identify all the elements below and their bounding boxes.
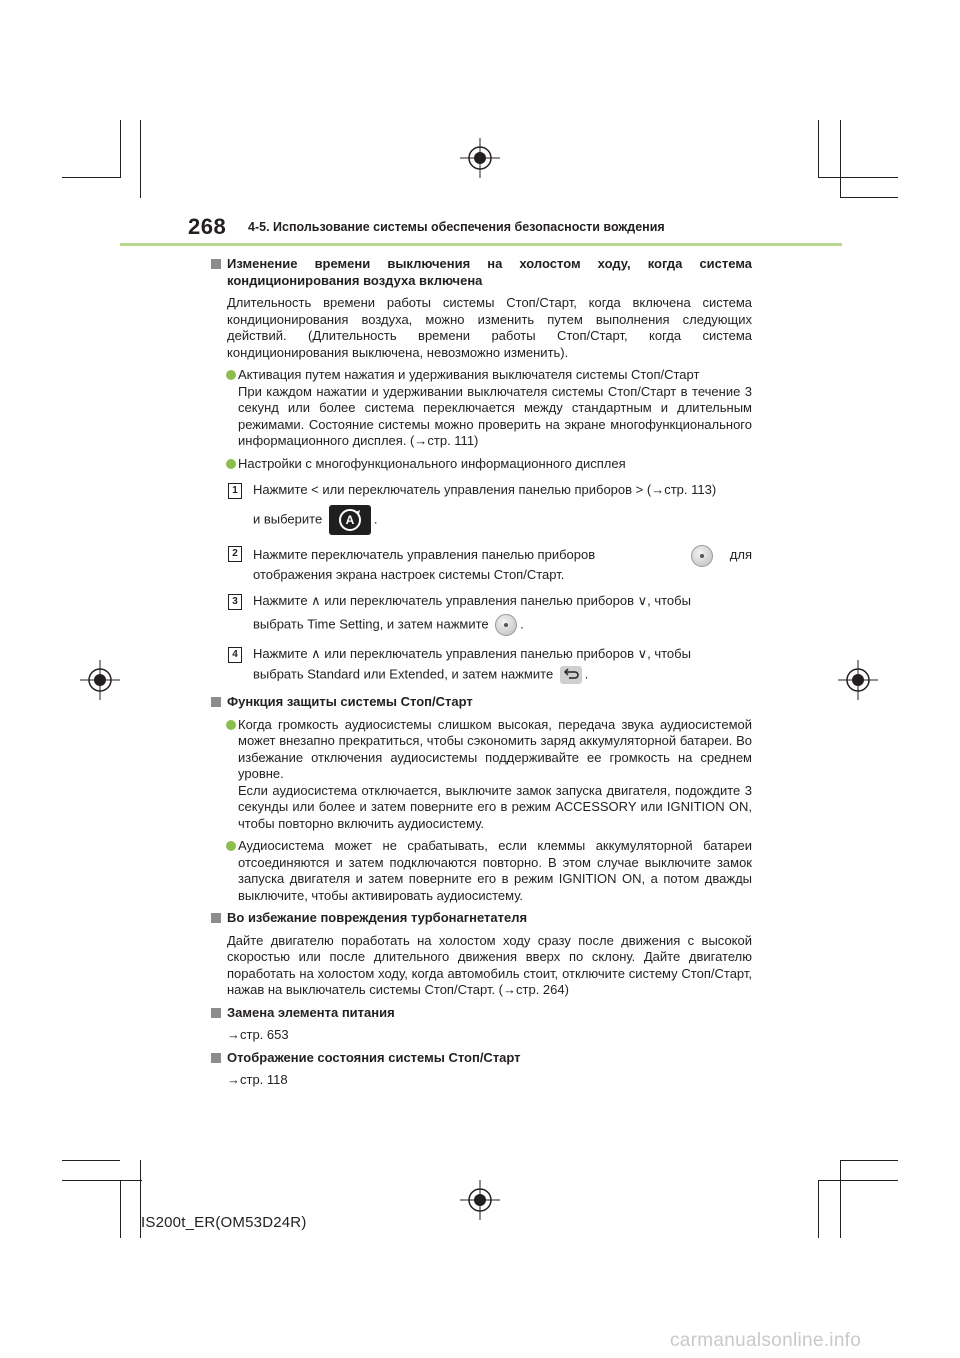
step-3-end: . xyxy=(520,615,524,631)
registration-mark-icon xyxy=(460,138,500,178)
bullet-activation-title: Активация путем нажатия и удерживания выключателя системы Стоп/Старт xyxy=(238,367,700,382)
bullet-display-settings xyxy=(210,456,752,473)
bullet-volume-text-a: Когда громкость аудиосистемы слишком высокая, передача звука аудиосистемой может внезапно прекратиться, чтобы сэкономить заряд аккумуляторной батареи. Во избежание отключения аудиосистемы поддерживайте ее громкость на среднем уровне. xyxy=(238,716,752,781)
heading-battery: Замена элемента питания xyxy=(210,1005,752,1022)
turbo-paragraph: Дайте двигателю поработать на холостом ходу сразу после движения с высокой скоростью или после длительного движения вверх по склону. Дайте двигателю поработать на холостом ходу, когда автомобиль стоит, отключите систему Стоп/Старт, нажав на выключатель системы Стоп/Старт. (→стр. 264) xyxy=(227,932,752,997)
watermark: carmanualsonline.info xyxy=(670,1330,862,1351)
bullet-activation-text: При каждом нажатии и удерживании выключателя системы Стоп/Старт в течение 3 секунд или более система переключается между стандартным и длительным режимами. Состояние системы можно проверить на экране многофункционального информационного дисплея. (→стр. 111) xyxy=(238,383,752,448)
registration-mark-icon xyxy=(460,1180,500,1220)
header-divider xyxy=(120,243,842,246)
step-number: 1 xyxy=(228,483,242,499)
steps-list xyxy=(228,482,752,684)
dial-switch-icon xyxy=(691,545,713,567)
step-2-line1: Нажмите переключатель управления панелью приборов xyxy=(253,547,596,563)
page-content xyxy=(210,256,752,1095)
bullet-display-settings-title: Настройки с многофункционального информационного дисплея xyxy=(238,455,626,471)
step-1-line2: и выберите xyxy=(253,510,323,526)
dial-switch-icon xyxy=(495,614,517,636)
bullet-volume-text-b: Если аудиосистема отключается, выключите замок запуска двигателя, подождите 3 секунды или более и затем поверните его в режим ACCESSORY или IGNITION ON, чтобы повторно включить аудиосистему. xyxy=(238,782,752,831)
step-3-line2: выбрать Time Setting, и затем нажмите xyxy=(253,615,489,631)
registration-mark-icon xyxy=(80,660,120,700)
step-1-end: . xyxy=(373,510,378,526)
step-2-line2: отображения экрана настроек системы Стоп/Старт. xyxy=(253,566,565,582)
step-4-end: . xyxy=(584,666,589,682)
step-2 xyxy=(228,545,752,584)
heading-idle-time: Изменение времени выключения на холостом ходу, когда система кондиционирования воздуха включена xyxy=(210,256,752,289)
step-number: 4 xyxy=(228,647,242,663)
back-icon xyxy=(560,666,582,684)
step-2-line1-end: для xyxy=(729,547,752,563)
step-number: 2 xyxy=(228,546,242,562)
bullet-volume xyxy=(210,717,752,833)
step-4-line2: выбрать Standard или Extended, и затем нажмите xyxy=(253,666,554,682)
idle-time-paragraph: Длительность времени работы системы Стоп/Старт, когда включена система кондиционирования воздуха, можно изменить путем выполнения следующих действий. (Длительность времени работы Стоп/Старт, когда система кондиционирования выключена, невозможно изменить). xyxy=(227,295,752,360)
auto-icon-letter: A xyxy=(345,512,355,527)
bullet-battery-terminals: Аудиосистема может не срабатывать, если клеммы аккумуляторной батареи отсоединяются и затем подключаются повторно. В этом случае выключите замок запуска двигателя и затем поверните его в режим IGNITION ON, а потом дважды выключите, чтобы активировать аудиосистему. xyxy=(210,838,752,904)
status-ref: →стр. 118 xyxy=(227,1072,288,1087)
bullet-activation xyxy=(210,367,752,450)
step-1 xyxy=(228,482,752,535)
step-3-line1: Нажмите ∧ или переключатель управления панелью приборов ∨, чтобы xyxy=(253,593,691,608)
heading-turbo: Во избежание повреждения турбонагнетателя xyxy=(210,910,752,927)
model-code: IS200t_ER(OM53D24R) xyxy=(141,1214,307,1231)
registration-mark-icon xyxy=(838,660,878,700)
auto-stop-start-icon xyxy=(329,505,371,535)
step-3 xyxy=(228,593,752,636)
page-number: 268 xyxy=(188,214,227,239)
step-number: 3 xyxy=(228,594,242,610)
step-4-line1: Нажмите ∧ или переключатель управления панелью приборов ∨, чтобы xyxy=(253,645,691,661)
step-4 xyxy=(228,646,752,685)
step-1-line1: Нажмите < или переключатель управления панелью приборов > (→стр. 113) xyxy=(253,482,717,497)
heading-status: Отображение состояния системы Стоп/Старт xyxy=(210,1050,752,1067)
section-title: 4-5. Использование системы обеспечения безопасности вождения xyxy=(248,220,665,234)
heading-protection: Функция защиты системы Стоп/Старт xyxy=(210,694,752,711)
battery-ref: →стр. 653 xyxy=(227,1027,289,1042)
